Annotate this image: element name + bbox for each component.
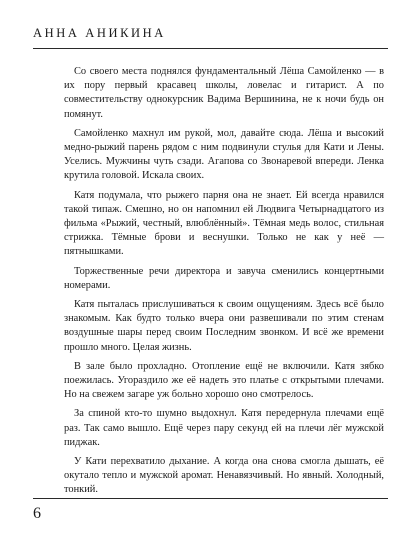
paragraph: Самойленко махнул им рукой, мол, давайте сюда. Лёша и высокий медно-рыжий парень рядом с ним подвинули стулья для Кати и Лены. Уселись. Мужчины чуть сзади. Агапова со Звонаревой впереди. Ленка крутила головой. Искала своих. xyxy=(64,127,384,182)
paragraph: Торжественные речи директора и завуча сменились концертными номерами. xyxy=(64,265,384,291)
page-number: 6 xyxy=(33,505,41,522)
page-body xyxy=(64,65,384,503)
paragraph: Катя подумала, что рыжего парня она не знает. Ей всегда нравился такой типаж. Смешно, но он напомнил ей Людвига Четырнадцатого из фильма «Рыжий, честный, влюблённый». Тёмная медь волос, стильная стрижка. Тёмные брови и веснушки. Только не как у неё — пятнышками. xyxy=(64,189,384,258)
paragraph: Со своего места поднялся фундаментальный Лёша Самойленко — в их пору первый красавец школы, ловелас и гитарист. А по совместительству однокурсник Вадима Вершинина, не к ночи будь он помянут. xyxy=(64,66,384,120)
running-header-author: АННА АНИКИНА xyxy=(33,26,166,40)
paragraph: В зале было прохладно. Отопление ещё не включили. Катя зябко поежилась. Угораздило же её надеть это платье с открытыми плечами. Но на свежем загаре уж больно хорошо оно смотрелось. xyxy=(64,360,384,401)
footer-rule xyxy=(33,498,388,499)
paragraph: За спиной кто-то шумно выдохнул. Катя передернула плечами ещё раз. Так само вышло. Ещё через пару секунд ей на плечи лёг мужской пиджак. xyxy=(64,408,384,448)
paragraph: У Кати перехватило дыхание. А когда она снова смогла дышать, её окутало тепло и мужской аромат. Ненавязчивый. Но явный. Холодный, тонкий. xyxy=(64,456,384,496)
header-rule xyxy=(33,48,388,49)
paragraph: Катя пыталась прислушиваться к своим ощущениям. Здесь всё было знакомым. Как будто только вчера они развешивали по этим стенам воздушные шары перед своим Последним звонком. И всё же времени прошло много. Целая жизнь. xyxy=(64,299,384,353)
